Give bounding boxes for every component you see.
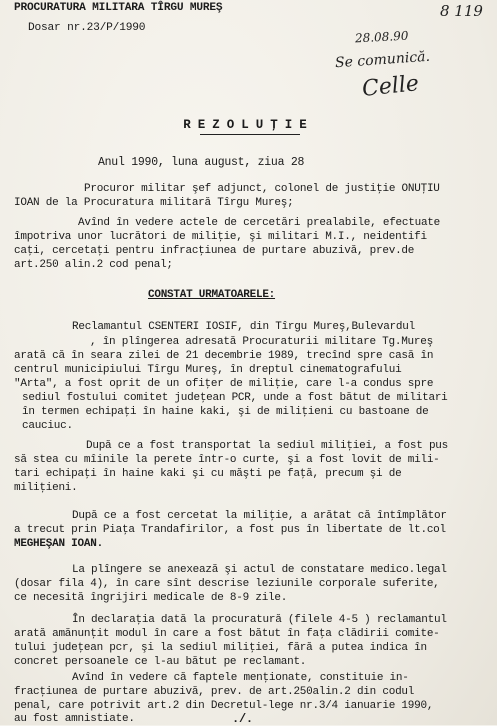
- text-line-29: concret persoanele ce l-au bătut pe reclamant.: [14, 656, 307, 668]
- section-heading: CONSTAT URMATOARELE:: [148, 289, 276, 301]
- page-end-mark: ./.: [232, 712, 253, 726]
- institution-header: PROCURATURA MILITARA TÎRGU MUREŞ: [14, 2, 223, 14]
- text-line-26: În declaraţia dată la procuratură (filele 4-5 ) reclamantul: [72, 614, 447, 626]
- dossier-number: Dosar nr.23/P/1990: [28, 22, 146, 34]
- text-line-27: arată amănunţit modul în care a fost bătut în faţa clădirii comite-: [14, 628, 440, 640]
- text-line-17: să stea cu mîinile la perete într-o curte, şi a fost lovit de mili-: [14, 454, 440, 466]
- text-line-4: împotriva unor lucrători de miliţie, şi militari M.I., neidentifi: [14, 231, 427, 243]
- handwritten-date: 28.08.90: [354, 28, 409, 46]
- text-line-8: Reclamantul CSENTERI IOSIF, din Tîrgu Mureş,Bulevardul: [72, 321, 415, 333]
- handwritten-page-number: 8 119: [440, 2, 483, 20]
- document-title: REZOLUŢIE: [183, 118, 314, 132]
- text-line-13: sediul fostului comitet judeţean PCR, unde a fost bătut de militari: [22, 392, 448, 404]
- text-line-28: tului judeţean pcr, şi la sediul miliţiei, fără a putea indica în: [14, 642, 427, 654]
- text-line-1: Procuror militar şef adjunct, colonel de justiţie ONUŢIU: [84, 183, 440, 195]
- handwritten-note: Se comunică.: [334, 48, 431, 72]
- text-line-32: penal, care potrivit art.2 din Decretul-lege nr.3/4 ianuarie 1990,: [14, 700, 434, 712]
- text-line-11: centrul municipiului Tîrgu Mureş, în dreptul cinematografului: [14, 364, 402, 376]
- text-line-31: fracţiunea de purtare abuzivă, prev. de art.250alin.2 din codul: [14, 686, 415, 698]
- text-line-18: tari echipaţi în haine kaki şi cu măşti pe faţă, precum şi de: [14, 468, 402, 480]
- text-line-16: După ce a fost transportat la sediul miliţiei, a fost pus: [86, 440, 449, 452]
- text-line-2: IOAN de la Procuratura militară Tîrgu Mureş;: [14, 197, 294, 209]
- text-line-10: arată că în seara zilei de 21 decembrie 1989, trecînd spre casă în: [14, 350, 434, 362]
- text-line-3: Avînd în vedere actele de cercetări prealabile, efectuate: [78, 217, 441, 229]
- handwritten-signature: Celle: [360, 71, 421, 102]
- text-line-20: După ce a fost cercetat la miliţie, a arătat că întîmplător: [72, 510, 447, 522]
- text-line-22: MEGHEŞAN IOAN.: [14, 538, 103, 550]
- text-line-30: Avînd în vedere că faptele menţionate, constituie in-: [72, 672, 409, 684]
- text-line-9: , în plîngerea adresată Procuraturii militare Tg.Mureş: [90, 336, 433, 348]
- text-line-23: La plîngere se anexează şi actul de constatare medico.legal: [72, 564, 447, 576]
- text-line-15: cauciuc.: [22, 420, 73, 432]
- text-line-24: (dosar fila 4), în care sînt descrise leziunile corporale suferite,: [14, 578, 440, 590]
- text-line-19: miliţieni.: [14, 482, 78, 494]
- title-underline: [200, 134, 300, 135]
- text-line-33: au fost amnistiate.: [14, 713, 135, 725]
- text-line-14: în termen echipaţi în haine kaki, şi de miliţieni cu bastoane de: [22, 406, 429, 418]
- text-line-12: "Arta", a fost oprit de un ofiţer de miliţie, care l-a condus spre: [14, 378, 434, 390]
- text-line-6: art.250 alin.2 cod penal;: [14, 259, 173, 271]
- date-line: Anul 1990, luna august, ziua 28: [98, 156, 305, 169]
- text-line-25: ce necesită îngrijiri medicale de 8-9 zile.: [14, 592, 288, 604]
- text-line-5: caţi, cercetaţi pentru infracţiunea de purtare abuzivă, prev.de: [14, 245, 415, 257]
- text-line-21: a trecut prin Piaţa Trandafirilor, a fost pus în libertate de lt.col: [14, 524, 446, 536]
